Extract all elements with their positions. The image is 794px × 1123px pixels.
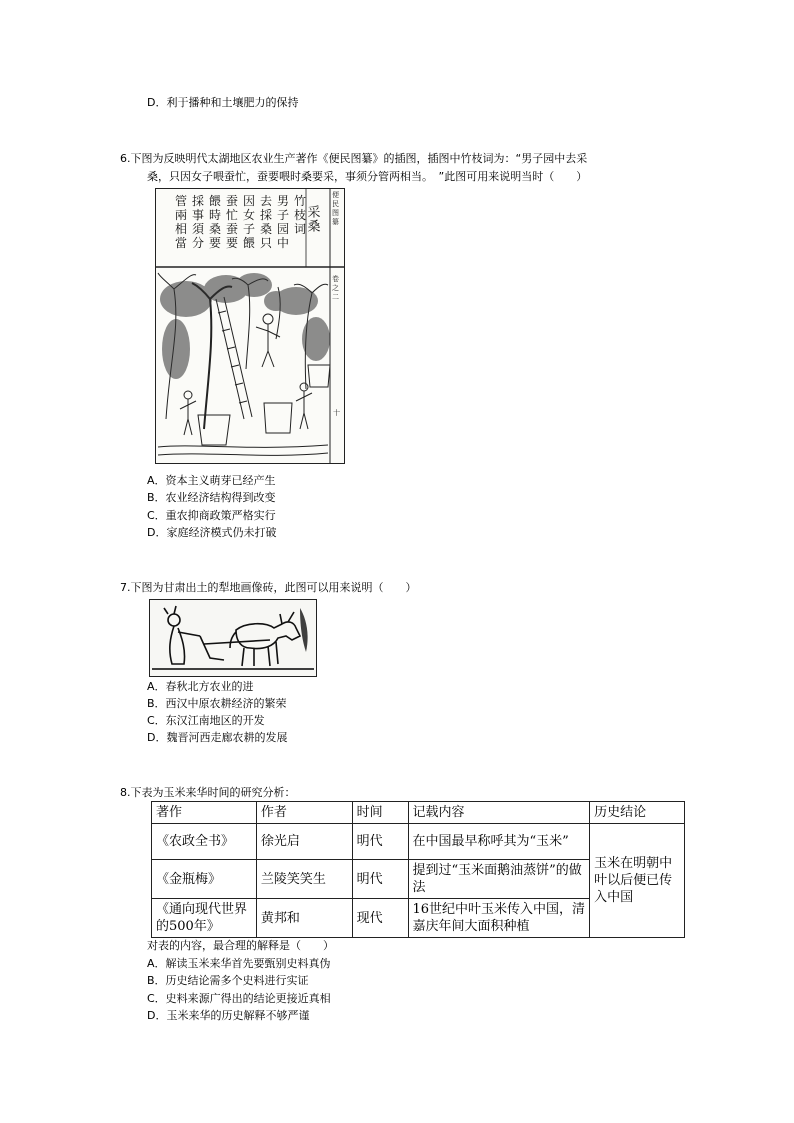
table-header-row (152, 802, 685, 824)
cell-conclusion: 玉米在明朝中叶以后便已传入中国 (590, 824, 685, 938)
q6-option-c[interactable]: C．重农抑商政策严格实行 (147, 509, 276, 522)
poem-column: 餵時桑要 (209, 194, 222, 250)
poem-column: 竹枝词 (294, 194, 307, 236)
q7-plough-brick-image (149, 599, 317, 677)
q8-option-d[interactable]: D．玉米来华的历史解释不够严谨 (147, 1009, 310, 1022)
q8-table (151, 801, 685, 938)
q7-option-c[interactable]: C．东汉江南地区的开发 (147, 714, 265, 727)
volume-label: 卷之二 (332, 275, 339, 301)
page-mark: 十 (333, 409, 340, 417)
header-content: 记载内容 (408, 802, 590, 824)
q6-stem-line1: 6.下图为反映明代太湖地区农业生产著作《便民图纂》的插图，插图中竹枝词为：“男子园中去采 (120, 152, 588, 165)
q6-illustration (155, 188, 345, 464)
cell-content: 在中国最早称呼其为“玉米” (408, 824, 590, 860)
q7-stem: 7.下图为甘肃出土的犁地画像砖，此图可以用来说明（ ） (120, 581, 417, 594)
q6-option-b[interactable]: B．农业经济结构得到改变 (147, 491, 276, 504)
cell-author: 兰陵笑笑生 (256, 860, 352, 899)
cell-era: 明代 (352, 824, 408, 860)
cell-content: 提到过“玉米面鹅油蒸饼”的做法 (408, 860, 590, 899)
q7-option-b[interactable]: B．西汉中原农耕经济的繁荣 (147, 697, 287, 710)
cell-work: 《通向现代世界的500年》 (152, 899, 257, 938)
q7-option-d[interactable]: D．魏晋河西走廊农耕的发展 (147, 731, 288, 744)
poem-column: 管兩相當 (175, 194, 188, 250)
q6-option-a[interactable]: A．资本主义萌芽已经产生 (147, 474, 276, 487)
cell-author: 徐光启 (256, 824, 352, 860)
book-title-label: 便民图纂 (332, 191, 339, 226)
cell-work: 《农政全书》 (152, 824, 257, 860)
q8-option-a[interactable]: A．解读玉米来华首先要甄别史料真伪 (147, 957, 331, 970)
header-work: 著作 (152, 802, 257, 824)
q8-option-c[interactable]: C．史料来源广得出的结论更接近真相 (147, 992, 331, 1005)
cell-era: 现代 (352, 899, 408, 938)
cell-content: 16世纪中叶玉米传入中国，清嘉庆年间大面积种植 (408, 899, 590, 938)
title-label: 采桑 (304, 205, 320, 232)
q8-option-b[interactable]: B．历史结论需多个史料进行实证 (147, 974, 309, 987)
poem-column: 蚕忙蚕要 (226, 194, 239, 250)
cell-work: 《金瓶梅》 (152, 860, 257, 899)
q6-stem-line2: 桑，只因女子喂蚕忙，蚕要喂时桑要采，事须分管两相当。 ”此图可用来说明当时（ ） (147, 170, 588, 183)
table-row (152, 824, 685, 860)
poem-column: 去採桑只 (260, 194, 273, 250)
poem-column: 因女子餵 (243, 194, 256, 250)
header-author: 作者 (256, 802, 352, 824)
poem-column: 男子园中 (277, 194, 290, 250)
header-era: 时间 (352, 802, 408, 824)
header-conclusion: 历史结论 (590, 802, 685, 824)
cell-era: 明代 (352, 860, 408, 899)
plough-ox-brick (150, 600, 316, 676)
poem-column: 採事須分 (192, 194, 205, 250)
q8-stem: 8.下表为玉米来华时间的研究分析： (120, 786, 296, 799)
q5-option-d: D．利于播种和土壤肥力的保持 (147, 96, 299, 109)
picking-mulberry-woodcut (156, 189, 344, 463)
q8-followup: 对表的内容，最合理的解释是（ ） (147, 939, 334, 952)
cell-author: 黄邦和 (256, 899, 352, 938)
q7-option-a[interactable]: A．春秋北方农业的进 (147, 680, 254, 693)
q6-option-d[interactable]: D．家庭经济模式仍未打破 (147, 526, 277, 539)
